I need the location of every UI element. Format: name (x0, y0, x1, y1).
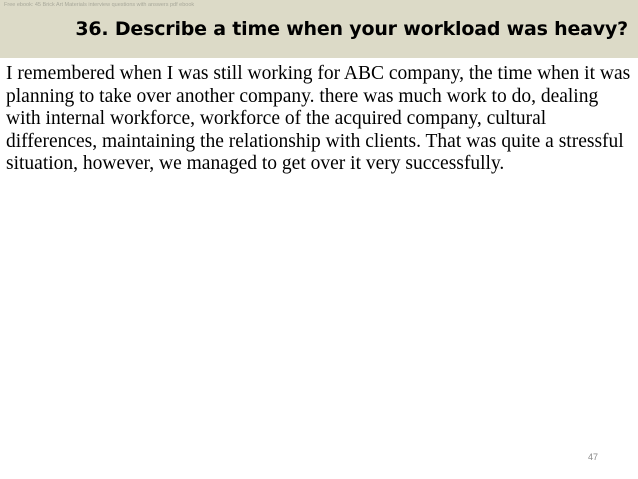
slide-header (0, 0, 638, 58)
slide-title: 36. Describe a time when your workload was heavy? (75, 18, 628, 40)
header-watermark: Free ebook: 45 Brick Art Materials interview questions with answers pdf ebook (4, 2, 195, 8)
answer-paragraph: I remembered when I was still working for ABC company, the time when it was planning to take over another company. there was much work to do, dealing with internal workforce, workforce of the acquired company, cultural differences, maintaining the relationship with clients. That was quite a stressful situation, however, we managed to get over it very successfully. (6, 63, 631, 175)
page-number: 47 (588, 452, 599, 462)
